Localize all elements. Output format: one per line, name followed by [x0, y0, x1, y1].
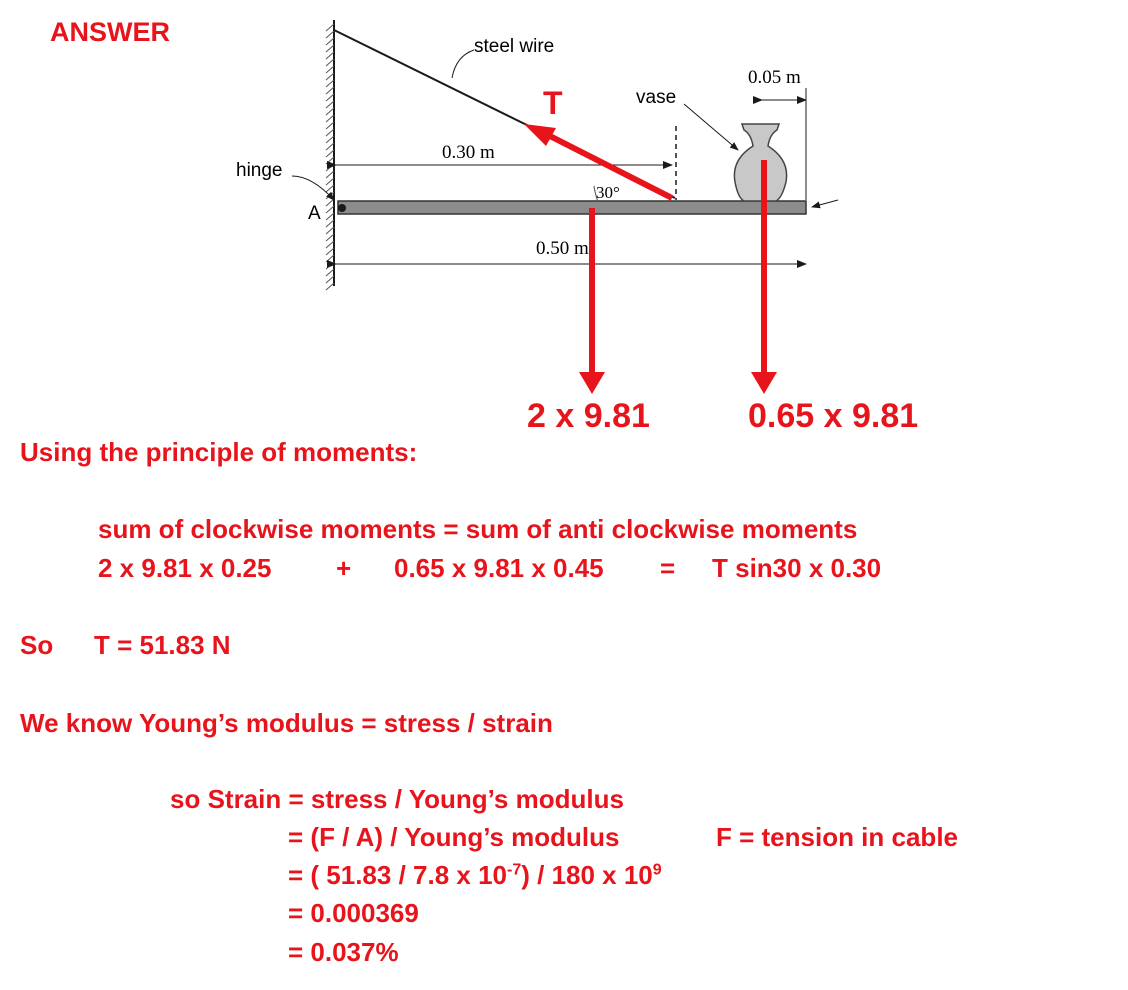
strain-exponent-1: -7	[507, 861, 522, 879]
moments-statement: sum of clockwise moments = sum of anti clockwise moments	[98, 514, 858, 544]
equation-term2: 0.65 x 9.81 x 0.45	[394, 553, 604, 583]
strain-line-3-pre: = ( 51.83 / 7.8 x 10	[288, 860, 507, 890]
wall-hatch-line	[326, 115, 334, 122]
wall-hatch-line	[326, 129, 334, 136]
strain-line-3	[288, 860, 662, 891]
wall-hatch-line	[326, 178, 334, 185]
wall-hatch-line	[326, 52, 334, 59]
steel-wire-label: steel wire	[474, 36, 555, 57]
dimension-030-label: 0.30 m	[442, 142, 495, 163]
equation-equals: =	[660, 553, 676, 583]
vase-leader	[684, 104, 738, 150]
strain-line-5: = 0.037%	[288, 937, 399, 967]
wall-hatch-line	[326, 73, 334, 80]
wall-hatch-line	[326, 269, 334, 276]
wall-hatch-line	[326, 108, 334, 115]
tension-label: T	[543, 85, 563, 121]
youngs-modulus-intro: We know Young’s modulus = stress / strain	[20, 708, 553, 738]
wall-hatch-line	[326, 227, 334, 234]
strain-line-1: so Strain = stress / Young’s modulus	[170, 784, 624, 814]
wall-hatch-line	[326, 157, 334, 164]
vase-weight-arrowhead	[751, 372, 777, 394]
vase-label: vase	[636, 87, 677, 108]
strain-line-4: = 0.000369	[288, 898, 419, 928]
hinge-pin	[338, 204, 346, 212]
vase-weight-value: 0.65 x 9.81	[748, 397, 919, 435]
wall-hatch-line	[326, 143, 334, 150]
rod-weight-value: 2 x 9.81	[527, 397, 650, 435]
wall-hatch-line	[326, 87, 334, 94]
wall-hatch-line	[326, 185, 334, 192]
wall-hatch-line	[326, 101, 334, 108]
wall-hatch-line	[326, 31, 334, 38]
wall-hatch-line	[326, 276, 334, 283]
wall-hatch-line	[326, 241, 334, 248]
wall-hatch-line	[326, 150, 334, 157]
equation-plus: +	[336, 553, 352, 583]
strain-exponent-2: 9	[652, 861, 662, 879]
vase-shape	[734, 124, 786, 201]
wall-hatch-line	[326, 255, 334, 262]
strain-line-2: = (F / A) / Young’s modulus	[288, 822, 620, 852]
equation-term1: 2 x 9.81 x 0.25	[98, 553, 272, 583]
wall-hatch-line	[326, 234, 334, 241]
wall-hatch-line	[326, 122, 334, 129]
rod-end-leader	[812, 200, 838, 207]
wall-hatch-line	[326, 66, 334, 73]
wall-hatch-line	[326, 94, 334, 101]
so-label: So	[20, 630, 54, 660]
equation-rhs: T sin30 x 0.30	[712, 553, 882, 583]
wall-hatch-line	[326, 24, 334, 31]
wall-hatch-line	[326, 59, 334, 66]
rod	[338, 201, 806, 214]
wall-hatch-line	[326, 38, 334, 45]
wall-hatch-line	[326, 80, 334, 87]
strain-line-3-mid: ) / 180 x 10	[521, 860, 653, 890]
wall-hatch-line	[326, 206, 334, 213]
dimension-050-label: 0.50 m	[536, 238, 589, 259]
rod-weight-arrowhead	[579, 372, 605, 394]
point-a-label: A	[308, 203, 321, 224]
hinge-leader	[292, 176, 334, 200]
hinge-label: hinge	[236, 160, 283, 181]
steel-wire-leader	[452, 50, 474, 78]
dimension-005-label: 0.05 m	[748, 67, 801, 88]
answer-heading: ANSWER	[50, 17, 170, 47]
wall-hatch-line	[326, 45, 334, 52]
wall-hatch-line	[326, 171, 334, 178]
f-definition-note: F = tension in cable	[716, 822, 958, 852]
angle-label: 30°	[596, 183, 620, 202]
wall	[326, 20, 334, 290]
wall-hatch-line	[326, 213, 334, 220]
wall-hatch-line	[326, 262, 334, 269]
wall-hatch-line	[326, 199, 334, 206]
wall-hatch-line	[326, 283, 334, 290]
tension-arrowhead	[524, 124, 556, 146]
principle-line: Using the principle of moments:	[20, 437, 418, 467]
wall-hatch-line	[326, 220, 334, 227]
wall-hatch-line	[326, 248, 334, 255]
wall-hatch-line	[326, 136, 334, 143]
wall-hatch-line	[326, 164, 334, 171]
tension-result: T = 51.83 N	[94, 630, 231, 660]
